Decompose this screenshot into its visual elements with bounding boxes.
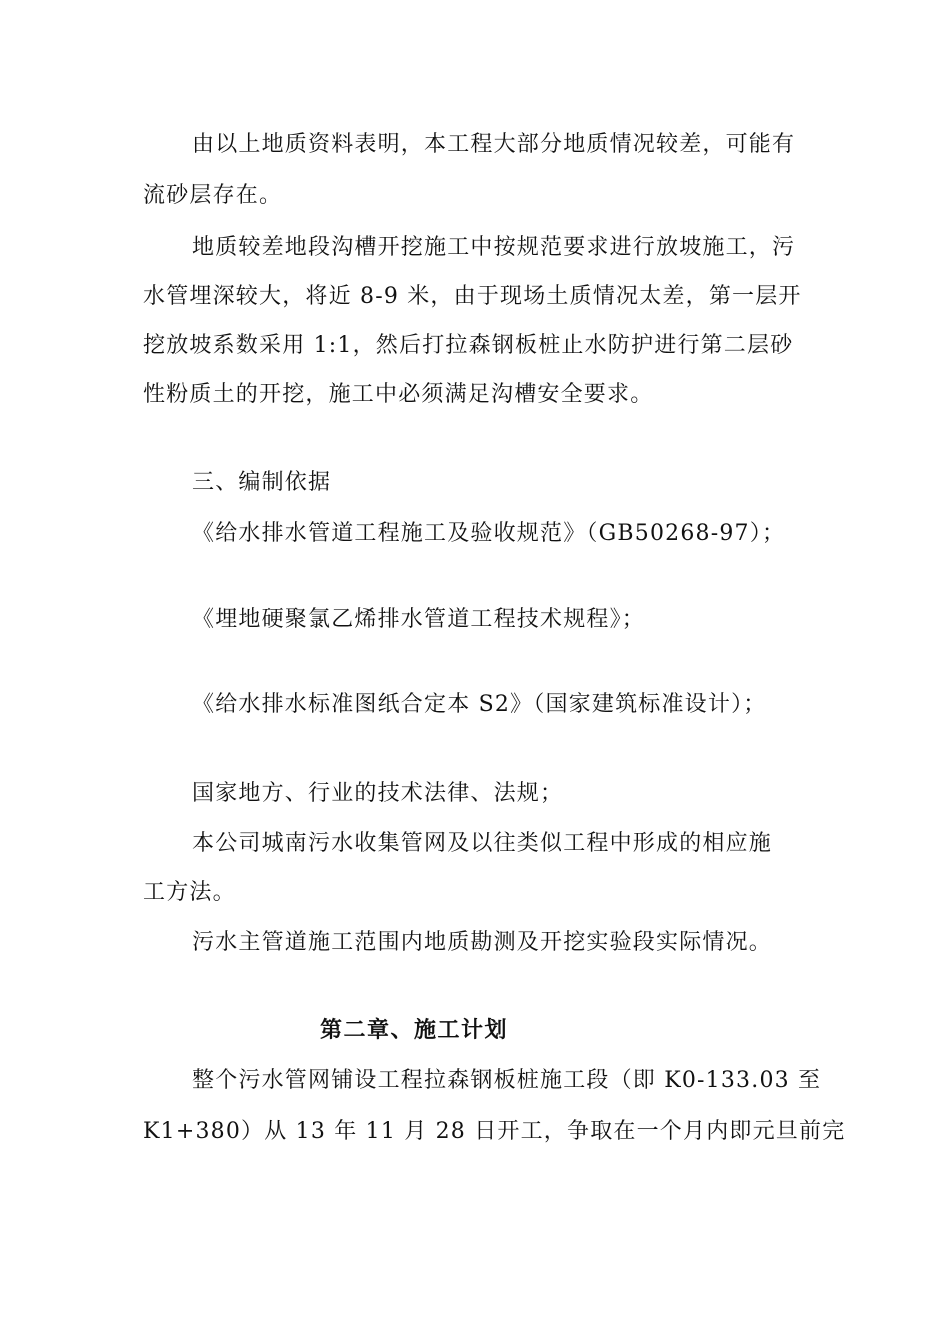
paragraph-line: K1+380）从 13 年 11 月 28 日开工，争取在一个月内即元旦前完	[143, 1119, 846, 1144]
paragraph-line: 挖放坡系数采用 1:1，然后打拉森钢板桩止水防护进行第二层砂	[143, 333, 794, 358]
reference-item: 《埋地硬聚氯乙烯排水管道工程技术规程》；	[192, 607, 646, 632]
reference-item: 《给水排水管道工程施工及验收规范》（GB50268-97）；	[192, 521, 786, 546]
reference-item: 国家地方、行业的技术法律、法规；	[192, 781, 564, 806]
paragraph-line: 水管埋深较大，将近 8-9 米，由于现场土质情况太差，第一层开	[143, 284, 802, 309]
section-title: 三、编制依据	[192, 470, 332, 495]
reference-item: 本公司城南污水收集管网及以往类似工程中形成的相应施	[192, 831, 773, 856]
paragraph-line: 性粉质土的开挖，施工中必须满足沟槽安全要求。	[143, 382, 654, 407]
reference-item: 工方法。	[143, 880, 236, 905]
paragraph-line: 地质较差地段沟槽开挖施工中按规范要求进行放坡施工，污	[192, 235, 796, 260]
paragraph-line: 整个污水管网铺设工程拉森钢板桩施工段（即 K0-133.03 至	[192, 1068, 822, 1093]
chapter-title: 第二章、施工计划	[320, 1017, 509, 1043]
reference-item: 《给水排水标准图纸合定本 S2》（国家建筑标准设计）；	[192, 692, 767, 717]
reference-item: 污水主管道施工范围内地质勘测及开挖实验段实际情况。	[192, 930, 773, 955]
paragraph-line: 由以上地质资料表明，本工程大部分地质情况较差，可能有	[192, 132, 796, 157]
paragraph-line: 流砂层存在。	[143, 183, 283, 208]
